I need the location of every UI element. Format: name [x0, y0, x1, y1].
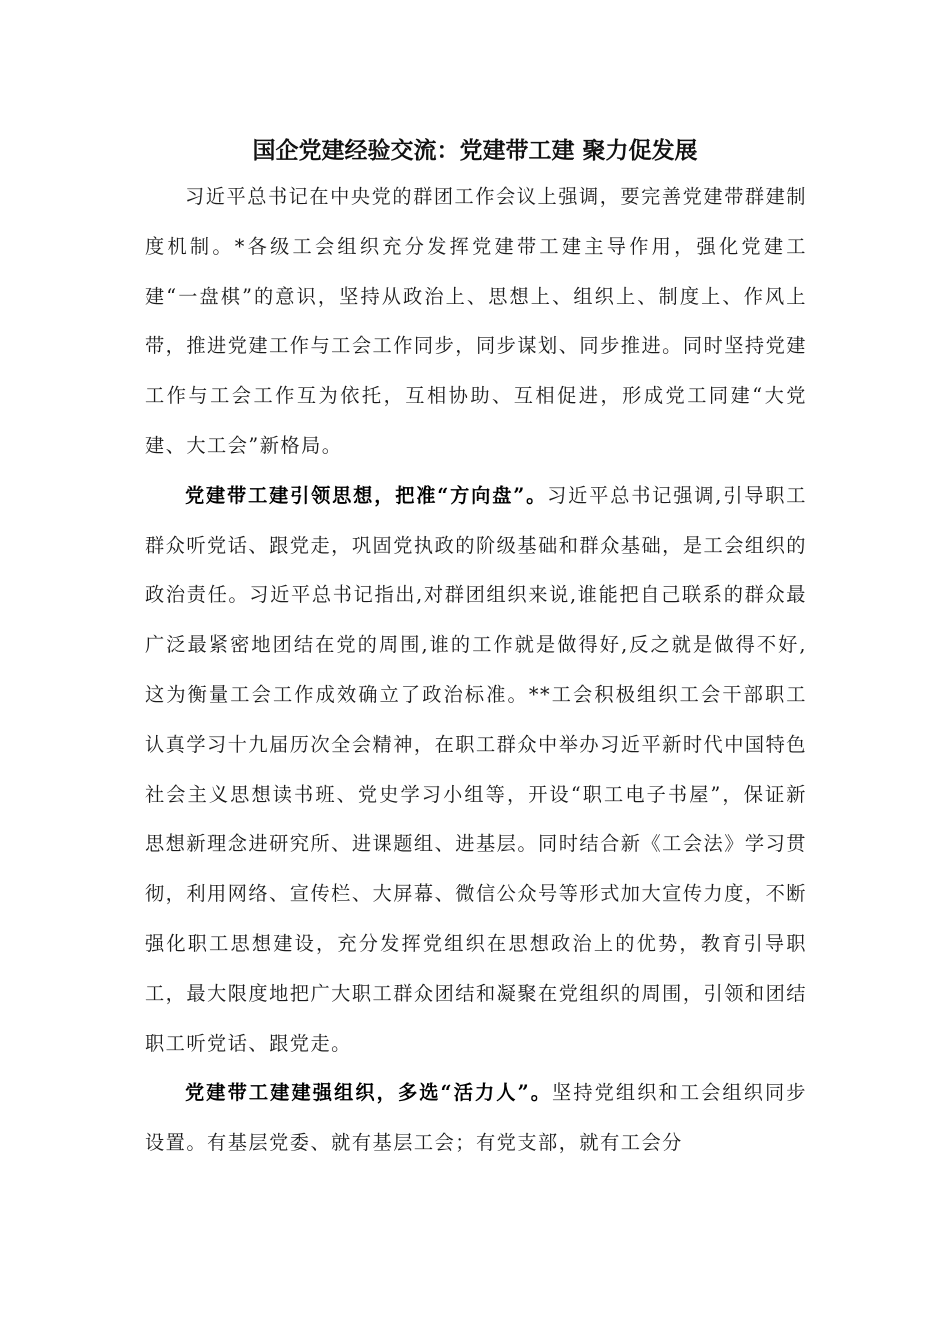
paragraph-2 — [145, 471, 807, 1069]
paragraph-3 — [145, 1068, 807, 1168]
document-body — [145, 172, 807, 1168]
paragraph-3-lead: 党建带工建建强组织，多选“活力人”。 — [185, 1081, 553, 1105]
document-title: 国企党建经验交流：党建带工建 聚力促发展 — [252, 137, 698, 164]
paragraph-1-text: 习近平总书记在中央党的群团工作会议上强调，要完善党建带群建制度机制。*各级工会组织充分发挥党建带工建主导作用，强化党建工建“一盘棋”的意识，坚持从政治上、思想上、组织上、制度上、作风上带，推进党建工作与工会工作同步，同步谋划、同步推进。同时坚持党建工作与工会工作互为依托，互相协助、互相促进，形成党工同建“大党建、大工会”新格局。 — [145, 185, 807, 457]
paragraph-1 — [145, 172, 807, 471]
paragraph-3-text: 坚持党组织和工会组织同步设置。有基层党委、就有基层工会；有党支部，就有工会分 — [145, 1081, 807, 1155]
paragraph-2-lead: 党建带工建引领思想，把准“方向盘”。 — [185, 483, 548, 507]
paragraph-2-text: 习近平总书记强调,引导职工群众听党话、跟党走，巩固党执政的阶级基础和群众基础，是工会组织的政治责任。习近平总书记指出,对群团组织来说,谁能把自己联系的群众最广泛最紧密地团结在党的周围,谁的工作就是做得好,反之就是做得不好,这为衡量工会工作成效确立了政治标准。**工会积极组织工会干部职工认真学习十九届历次全会精神，在职工群众中举办习近平新时代中国特色社会主义思想读书班、党史学习小组等，开设“职工电子书屋”，保证新思想新理念进研究所、进课题组、进基层。同时结合新《工会法》学习贯彻，利用网络、宣传栏、大屏幕、微信公众号等形式加大宣传力度，不断强化职工思想建设，充分发挥党组织在思想政治上的优势，教育引导职工，最大限度地把广大职工群众团结和凝聚在党组织的周围，引领和团结职工听党话、跟党走。 — [145, 483, 807, 1055]
